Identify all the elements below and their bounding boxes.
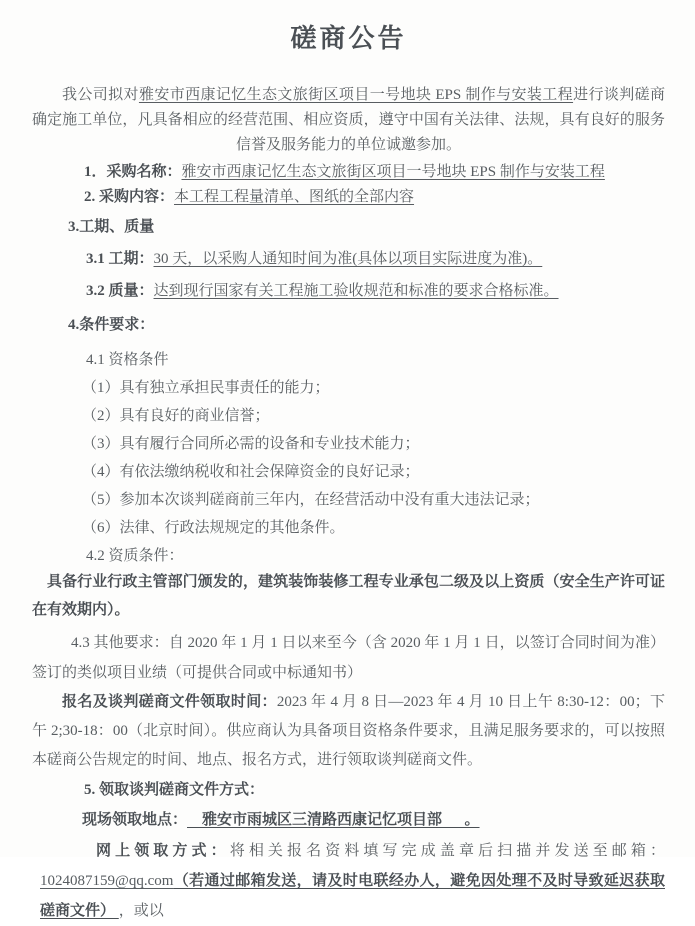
other-requirements-paragraph [32, 628, 665, 688]
quality-value: 达到现行国家有关工程施工验收规范和标准的要求合格标准。 [153, 283, 559, 299]
text-segment: 具备行业行政主管部门颁发的，建筑装饰装修工程专业承包二级及以上资质（安全生产许可证在有效期内）。 [32, 574, 665, 618]
qualification-subheading [86, 350, 665, 370]
text-segment: （5）参加本次谈判磋商前三年内，在经营活动中没有重大违法记录； [82, 492, 540, 508]
text-segment: 进行谈判磋商确定施工单位，凡具备相应的经营范围、相应资质，遵守中国有关法律、法规，具有良好的服务信誉及服务能力的单位诚邀参加。 [32, 87, 665, 153]
purchase-content-item [84, 186, 665, 208]
condition-item-3 [82, 435, 665, 454]
quality-item [86, 281, 665, 302]
section-5-heading [84, 780, 665, 801]
online-pickup-label: 网上领取方式： [96, 843, 230, 859]
onsite-pickup-label: 现场领取地点： [82, 812, 188, 828]
text-segment: （4）有依法缴纳税收和社会保障资金的良好记录； [82, 464, 420, 480]
purchase-name-item [84, 161, 665, 183]
text-segment: （1）具有独立承担民事责任的能力； [82, 380, 330, 396]
condition-item-5 [82, 491, 665, 510]
purchase-name-label: 1．采购名称： [84, 164, 182, 180]
signup-time-label: 报名及谈判磋商文件领取时间： [62, 694, 277, 710]
section-3-heading [68, 217, 665, 238]
credential-paragraph [32, 568, 665, 624]
duration-value: 30 天，以采购人通知时间为准(具体以项目实际进度为准)。 [153, 251, 543, 267]
onsite-pickup-value: 雅安市雨城区三清路西康记忆项目部 。 [187, 812, 480, 828]
section-4-heading [68, 315, 665, 336]
text-segment: （3）具有履行合同所必需的设备和专业技术能力； [82, 436, 420, 452]
page-title: 磋商公告 [290, 24, 407, 53]
email-warning: （若通过邮箱发送，请及时电联经办人，避免因处理不及时导致延迟获取磋商文件） [40, 873, 665, 919]
text-segment: 我公司拟对 [62, 87, 139, 103]
signup-time-value: 2023 年 4 月 8 日—2023 年 4 月 10 日上午 8:30-12：00；下午 2;30-18：00（北京时间）。供应商认为具备项目资格条件要求，且满足服务要求的，可以按照本磋商公告规定的时间、地点、报名方式，进行领取谈判磋商文件。 [32, 694, 665, 768]
text-segment: 3.工期、质量 [68, 219, 155, 235]
condition-item-6 [82, 519, 665, 538]
intro-paragraph [32, 83, 665, 158]
duration-label: 3.1 工期： [86, 251, 154, 267]
email-address: 1024087159@qq.com [40, 873, 174, 889]
duration-item [86, 249, 665, 270]
purchase-name-value: 雅安市西康记忆生态文旅街区项目一号地块 EPS 制作与安装工程 [181, 164, 605, 180]
credential-subheading [86, 547, 665, 566]
onsite-pickup-line [82, 810, 665, 831]
condition-item-4 [82, 463, 665, 482]
condition-item-2 [82, 407, 665, 426]
purchase-content-value: 本工程工程量清单、图纸的全部内容 [174, 189, 415, 205]
text-segment: 4.3 其他要求：自 2020 年 1 月 1 日以来至今（含 2020 年 1 月 1 日，以签订合同时间为准）签订的类似项目业绩（可提供合同或中标通知书） [32, 635, 665, 681]
online-pickup-paragraph [40, 836, 665, 926]
text-segment: ，或以 [118, 903, 164, 919]
text-segment: 5. 领取谈判磋商文件方式： [84, 782, 265, 798]
document-body [32, 83, 665, 926]
quality-label: 3.2 质量： [86, 283, 154, 299]
text-segment: 4.1 资格条件 [86, 352, 169, 368]
text-segment: 将相关报名资料填写完成盖章后扫描并发送至邮箱： [229, 843, 665, 859]
condition-item-1 [82, 379, 665, 398]
text-segment: 4.条件要求： [68, 317, 155, 333]
text-segment: （6）法律、行政法规规定的其他条件。 [82, 520, 345, 536]
purchase-content-label: 2. 采购内容： [84, 189, 175, 205]
text-segment: （2）具有良好的商业信誉； [82, 408, 270, 424]
signup-time-paragraph [32, 688, 665, 775]
text-segment: 4.2 资质条件： [86, 548, 184, 564]
project-name-underlined: 雅安市西康记忆生态文旅街区项目一号地块 EPS 制作与安装工程 [138, 87, 574, 103]
